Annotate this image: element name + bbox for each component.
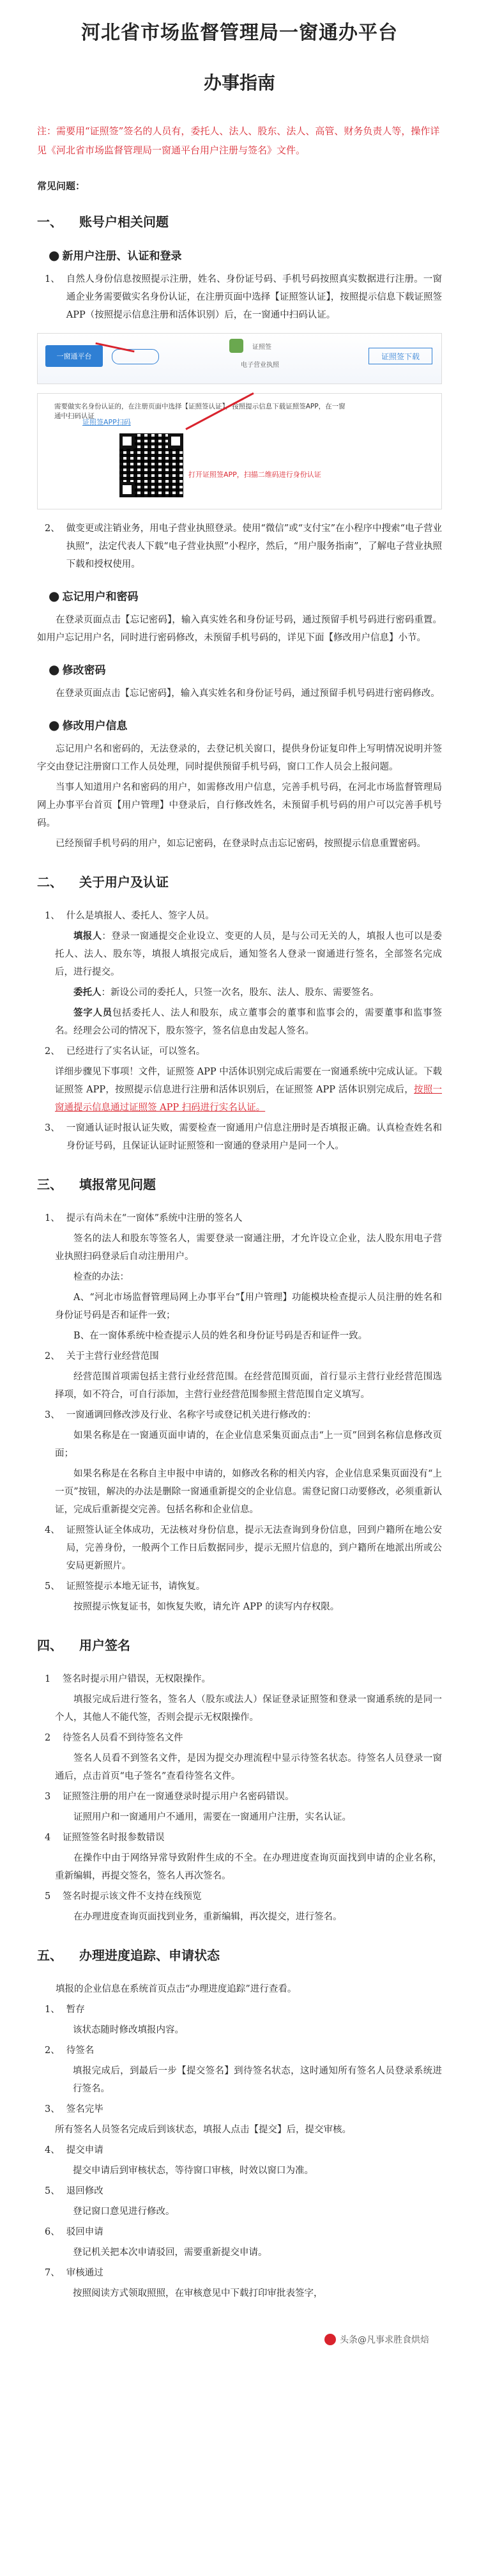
q2-heading xyxy=(49,587,442,603)
list-text: 一窗通调回修改涉及行业、名称字号或登记机关进行修改的： xyxy=(66,1410,317,1420)
list-text: 审核通过 xyxy=(66,2268,103,2278)
list-number: 6、 xyxy=(45,2227,60,2237)
s5-intro: 填报的企业信息在系统首页点击“办理进度追踪”进行查看。 xyxy=(56,1984,297,1994)
s5-paragraph: 该状态随时修改填报内容。 xyxy=(73,2025,184,2035)
section-2-title: 关于用户及认证 xyxy=(79,874,169,890)
list-text: 签名完毕 xyxy=(66,2104,103,2114)
list-text: 待签名 xyxy=(66,2045,95,2056)
section-5-heading xyxy=(37,1945,442,1964)
list-text: 证照签提示本地无证书，请恢复。 xyxy=(66,1581,206,1592)
list-item xyxy=(45,2141,442,2159)
list-item xyxy=(45,1829,442,1847)
list-item xyxy=(45,1670,442,1688)
q4-title: 修改用户信息 xyxy=(62,720,128,733)
list-text: 驳回申请 xyxy=(66,2227,103,2237)
s3-paragraph: 如果名称是在名称自主申报中申请的，如修改名称的相关内容，企业信息采集页面没有“上一页”按钮，解决的办法是删除一窗通重新提交的企业信息。需登记窗口动要修改，必须重新认证，完成后重新提交完善。包括名称和企业信息。 xyxy=(55,1469,442,1515)
definition-client xyxy=(55,984,442,1002)
watermark-text: 头条@凡事求胜食烘焙 xyxy=(340,2335,429,2345)
list-number: 4 xyxy=(45,1833,51,1843)
watermark xyxy=(324,2333,429,2346)
s4-paragraph: 填报完成后进行签名，签名人（股东或法人）保证登录证照签和登录一窗通系统的是同一个人，其他人不能代签，否则会提示无权限操作。 xyxy=(55,1695,442,1723)
list-number: 1、 xyxy=(45,2005,60,2015)
qr-link[interactable]: 证照签APP扫码 xyxy=(82,418,131,426)
list-text: 一窗通认证时报认证失败，需要检查一窗通用户信息注册时是否填报正确。认真检查姓名和身份证号码，且保证认证时证照签和一窗通的登录用户是同一个人。 xyxy=(66,1123,442,1151)
list-number: 1、 xyxy=(45,274,60,284)
list-item xyxy=(45,1347,442,1365)
platform-logo: 一窗通平台 xyxy=(45,345,103,367)
list-text: 证照签认证全体成功，无法核对身份信息，提示无法查询到身份信息，回到户籍所在地公安局，完善身份，一般两个工作日后数据同步，提示无照片信息的，到户籍所在地派出所或公安局更新照片。 xyxy=(66,1525,442,1571)
list-text: 证照签签名时报参数错误 xyxy=(63,1833,165,1843)
list-item xyxy=(45,1043,442,1060)
s3-paragraph: A、“河北市场监督管理局网上办事平台”【用户管理】功能模块检查提示人员注册的姓名和身份证号码是否和证件一致； xyxy=(55,1292,442,1321)
definition-text: ：登录一窗通提交企业设立、变更的人员，是与公司无关的人，填报人也可以是委托人、法人、股东等，填报人填报完成后，通知签名人登录一窗通进行签名，全部签名完成后，进行提交。 xyxy=(55,931,443,977)
section-5-title: 办理进度追踪、申请状态 xyxy=(79,1948,220,1963)
s4-paragraph: 在办理进度查询页面找到业务，重新编辑，再次提交，进行签名。 xyxy=(73,1912,342,1922)
qr-code-icon xyxy=(119,433,183,497)
toutiao-logo-icon xyxy=(324,2334,336,2345)
definition-term: 填报人 xyxy=(73,931,102,942)
q4-heading xyxy=(49,717,442,733)
q4-paragraph-2: 当事人知道用户名和密码的用户，如需修改用户信息，完善手机号码，在河北市场监督管理局网上办事平台首页【用户管理】中登录后，自行修改姓名，未预留手机号码的用户可以完善手机号码。 xyxy=(37,782,442,828)
qr-corner xyxy=(168,433,183,449)
list-item xyxy=(45,1521,442,1575)
list-number: 2、 xyxy=(45,1351,60,1362)
qr-corner xyxy=(119,482,135,497)
s5-paragraph: 所有签名人员签名完成后到该状态，填报人点击【提交】后，提交审核。 xyxy=(55,2125,351,2135)
qr-screenshot xyxy=(37,393,442,509)
list-item xyxy=(45,1406,442,1424)
list-text: 什么是填报人、委托人、签字人员。 xyxy=(66,911,215,921)
list-text: 关于主营行业经营范围 xyxy=(66,1351,159,1362)
bullet-icon: ● xyxy=(49,717,60,733)
list-number: 2、 xyxy=(45,2045,60,2056)
q2-title: 忘记用户和密码 xyxy=(62,591,139,603)
s4-paragraph: 签名人员看不到签名文件，是因为提交办理流程中显示待签名状态。待签名人员登录一窗通后，点击首页“电子签名”查看待签名文件。 xyxy=(55,1753,442,1781)
bullet-icon: ● xyxy=(49,247,60,263)
s3-paragraph: 按照提示恢复证书，如恢复失败，请允许 APP 的读写内存权限。 xyxy=(73,1602,340,1612)
s3-paragraph: 如果名称是在一窗通页面申请的，在企业信息采集页面点击“上一页”回到名称信息修改页面； xyxy=(55,1431,442,1459)
list-item xyxy=(45,2001,442,2019)
list-item xyxy=(45,270,442,324)
list-number: 1、 xyxy=(45,911,60,921)
bullet-icon: ● xyxy=(49,661,60,677)
list-item xyxy=(45,1119,442,1155)
list-item xyxy=(45,2182,442,2200)
list-item xyxy=(45,2042,442,2060)
list-number: 2、 xyxy=(45,524,60,534)
doc-title: 河北省市场监督管理局一窗通办平台 xyxy=(81,22,398,44)
section-3-number: 三、 xyxy=(37,1177,63,1192)
list-item xyxy=(45,1788,442,1806)
definition-term: 委托人 xyxy=(73,987,102,998)
q1-title: 新用户注册、认证和登录 xyxy=(62,250,182,263)
list-number: 3 xyxy=(45,1792,51,1802)
section-1-title: 账号户相关问题 xyxy=(79,214,169,229)
list-number: 3、 xyxy=(45,2104,60,2114)
list-number: 4、 xyxy=(45,2145,60,2155)
registration-screenshot xyxy=(37,333,442,384)
s5-paragraph: 提交申请后到审核状态，等待窗口审核，时效以窗口为准。 xyxy=(73,2166,314,2176)
section-3-title: 填报常见问题 xyxy=(79,1177,156,1192)
list-item xyxy=(45,1209,442,1227)
s3-paragraph: 经营范围首项需包括主营行业经营范围。在经营范围页面，首行显示主营行业经营范围选择项，如不符合，可自行添加，主营行业经营范围参照主营范围自定义填写。 xyxy=(55,1372,442,1400)
section-4-title: 用户签名 xyxy=(79,1638,130,1653)
list-text: 证照签注册的用户在一窗通登录时提示用户名密码错误。 xyxy=(63,1792,294,1802)
list-number: 5、 xyxy=(45,2186,60,2196)
list-number: 2 xyxy=(45,1733,51,1743)
auth-steps-text: 详细步骤见下事项！文件，证照签 APP 中活体识别完成后需要在一窗通系统中完成认证。下载证照签 APP，按照提示信息进行注册和活体识别后，在证照签 APP 活体识别完成后， xyxy=(55,1067,442,1095)
list-item xyxy=(45,907,442,925)
section-2-heading xyxy=(37,872,442,890)
common-questions-title: 常见问题： xyxy=(37,180,86,192)
list-item xyxy=(45,1578,442,1595)
list-number: 5、 xyxy=(45,1581,60,1592)
list-item xyxy=(45,1888,442,1905)
s5-paragraph: 登记窗口意见进行修改。 xyxy=(73,2207,175,2217)
qr-note: 打开证照签APP，扫描二维码进行身份认证 xyxy=(188,470,321,479)
list-text: 签名时提示用户错误，无权限操作。 xyxy=(63,1674,211,1684)
highlighted-button xyxy=(112,349,159,364)
list-text: 待签名人员看不到待签名文件 xyxy=(63,1733,183,1743)
notice-text: 注：需要用“证照签”签名的人员有，委托人、法人、股东、法人、高管、财务负责人等，操作详见《河北省市场监督管理局一窗通平台用户注册与签名》文件。 xyxy=(37,125,440,156)
s5-paragraph: 按照阅读方式领取照照，在审核意见中下载打印审批表签字， xyxy=(73,2288,323,2299)
q4-paragraph-1: 忘记用户名和密码的，无法登录的，去登记机关窗口，提供身份证复印件上写明情况说明并签字交由登记注册窗口工作人员处理，同时提供预留手机号码，窗口工作人员会上报问题。 xyxy=(37,744,442,772)
list-text: 提示有尚未在“一窗体”系统中注册的签名人 xyxy=(66,1213,243,1223)
list-text: 自然人身份信息按照提示注册，姓名、身份证号码、手机号码按照真实数据进行注册。一窗通企业务需要做实名身份认证，在注册页面中选择【证照签认证】，按照提示信息下载证照签 APP（按照提示信息注册和活体识别）后，在一窗通中扫码认证。 xyxy=(66,274,442,320)
download-button[interactable]: 证照签下载 xyxy=(369,348,432,364)
q3-title: 修改密码 xyxy=(62,664,106,677)
list-text: 提交申请 xyxy=(66,2145,103,2155)
section-4-heading xyxy=(37,1635,442,1654)
q4-paragraph-3: 已经预留手机号码的用户，如忘记密码，在登录时点击忘记密码，按照提示信息重置密码。 xyxy=(56,839,426,849)
app-icon xyxy=(229,339,243,353)
s3-paragraph: 检查的办法： xyxy=(73,1272,129,1282)
qr-corner xyxy=(119,433,135,449)
list-number: 1 xyxy=(45,1674,51,1684)
list-number: 3、 xyxy=(45,1410,60,1420)
q3-paragraph: 在登录页面点击【忘记密码】，输入真实姓名和身份证号码，通过预留手机号码进行密码修改。 xyxy=(56,688,440,699)
list-number: 3、 xyxy=(45,1123,60,1133)
s3-paragraph: 签名的法人和股东等签名人，需要登录一窗通注册，才允许设立企业，法人股东用电子营业执照扫码登录后自动注册用户。 xyxy=(55,1234,442,1262)
app-label: 证照签 xyxy=(252,344,271,351)
section-2-number: 二、 xyxy=(37,874,63,890)
q1-heading xyxy=(49,247,442,263)
definition-filler xyxy=(55,927,442,981)
section-5-number: 五、 xyxy=(37,1948,63,1963)
list-text: 做变更或注销业务，用电子营业执照登录。使用“微信”或“支付宝”在小程序中搜索“电子营业执照”，法定代表人下载“电子营业执照”小程序，然后，“用户服务指南”，了解电子营业执照下载和授权使用。 xyxy=(66,524,442,570)
list-text: 已经进行了实名认证，可以签名。 xyxy=(66,1046,206,1057)
list-text: 暂存 xyxy=(66,2005,85,2015)
section-4-number: 四、 xyxy=(37,1638,63,1653)
list-number: 1、 xyxy=(45,1213,60,1223)
list-number: 5 xyxy=(45,1891,51,1902)
list-number: 2、 xyxy=(45,1046,60,1057)
list-text: 退回修改 xyxy=(66,2186,103,2196)
definition-text: 包括委托人、法人和股东，成立董事会的董事和监事会的，需要董事和监事签名。经理会公司的情况下，股东签字，签名信息由发起人签名。 xyxy=(55,1008,442,1036)
list-number: 7、 xyxy=(45,2268,60,2278)
section-3-heading xyxy=(37,1174,442,1193)
list-number: 4、 xyxy=(45,1525,60,1535)
list-text: 签名时提示该文件不支持在线预览 xyxy=(63,1891,202,1902)
list-item xyxy=(45,520,442,573)
list-item xyxy=(45,2223,442,2241)
s4-paragraph: 在操作中由于网络异常导致附件生成的不全。在办理进度查询页面找到申请的企业名称，重新编辑，再提交签名，签名人再次签名。 xyxy=(55,1853,442,1881)
list-item xyxy=(45,2100,442,2118)
section-1-heading xyxy=(37,212,442,230)
section-1-number: 一、 xyxy=(37,214,63,229)
bullet-icon: ● xyxy=(49,587,60,603)
list-item xyxy=(45,2264,442,2282)
s5-paragraph: 填报完成后，到最后一步【提交签名】到待签名状态，这时通知所有签名人员登录系统进行签名。 xyxy=(73,2066,442,2094)
auth-steps-paragraph xyxy=(55,1063,442,1117)
doc-subtitle: 办事指南 xyxy=(203,72,275,93)
definition-signer xyxy=(55,1004,442,1040)
auth-steps-link[interactable]: 按照一窗通提示信息通过证照签 APP 扫码进行实名认证。 xyxy=(55,1085,443,1113)
definition-text: ：新设公司的委托人，只签一次名，股东、法人、股东、需要签名。 xyxy=(101,988,379,998)
app-sub-label: 电子营业执照 xyxy=(241,362,279,369)
q3-heading xyxy=(49,661,442,677)
s5-paragraph: 登记机关把本次申请驳回，需要重新提交申请。 xyxy=(73,2247,268,2258)
footer xyxy=(37,2305,442,2355)
qr-caption: 需要做实名身份认证的，在注册页面中选择【证照签认证】，按照提示信息下载证照签APP，在一窗通中扫码认证 xyxy=(54,403,346,420)
q2-paragraph: 在登录页面点击【忘记密码】，输入真实姓名和身份证号码，通过预留手机号码进行密码重置。如用户忘记用户名，同时进行密码修改，未预留手机号码的，详见下面【修改用户信息】小节。 xyxy=(37,615,442,643)
s4-paragraph: 证照用户和一窗通用户不通用，需要在一窗通用户注册，实名认证。 xyxy=(73,1812,351,1822)
definition-term: 签字人员 xyxy=(73,1007,112,1018)
s3-paragraph: B、在一窗体系统中检查提示人员的姓名和身份证号码是否和证件一致。 xyxy=(73,1331,368,1341)
list-item xyxy=(45,1729,442,1747)
